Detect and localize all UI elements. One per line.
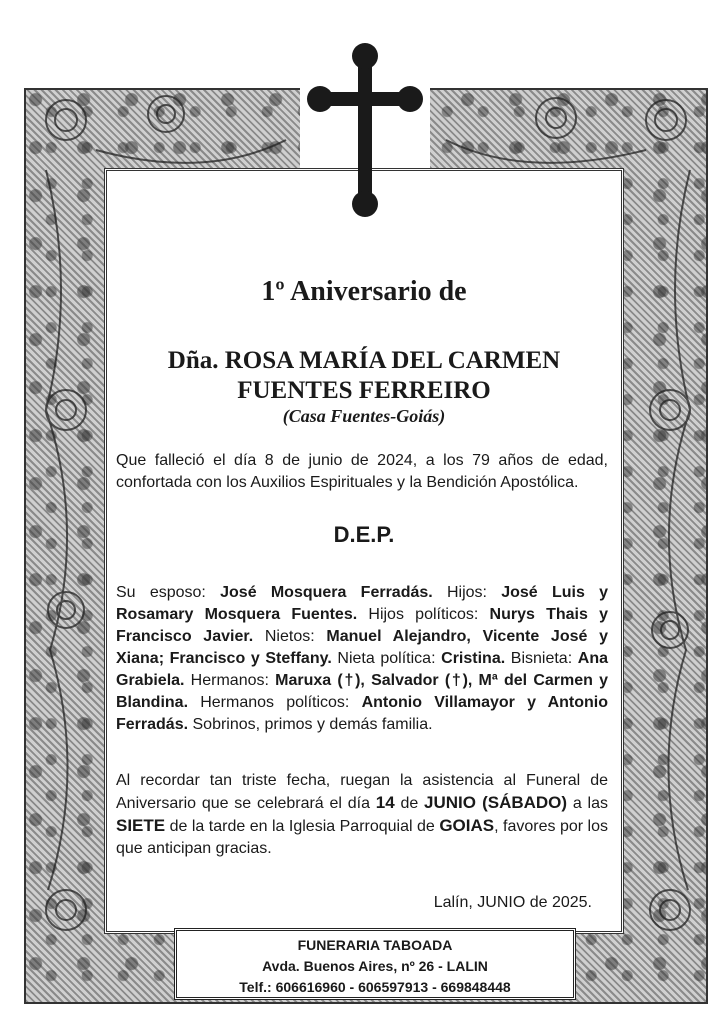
family-segment: Cristina. xyxy=(441,650,506,667)
page-title: 1º Aniversario de xyxy=(261,276,467,307)
request-text: Al recordar tan triste fecha, ruegan la asistencia al Funeral de Aniversario que se celebrará el día xyxy=(116,772,608,812)
family-segment: Hermanos: xyxy=(184,672,276,689)
deceased-name-line2: FUENTES FERREIRO xyxy=(237,377,491,404)
family-segment: Antonio Villamayor y Antonio Ferradás. xyxy=(116,694,609,733)
family-segment: Hijos: xyxy=(432,584,502,601)
request-hour: SIETE xyxy=(116,816,166,835)
family-segment: Maruxa (†), Salvador (†), Mª del Carmen y Blandina. xyxy=(116,672,609,711)
house-name: (Casa Fuentes-Goiás) xyxy=(282,406,446,426)
deceased-name-line1: Dña. ROSA MARÍA DEL CARMEN xyxy=(167,347,561,374)
family-segment: José Luis y Rosamary Mosquera Fuentes. xyxy=(116,584,608,623)
deceased-name xyxy=(110,346,618,406)
family-segment: Nietos: xyxy=(253,628,327,645)
family-segment: Manuel Alejandro, Vicente José y Xiana; Francisco y Steffany. xyxy=(116,628,609,667)
request-day: 14 xyxy=(375,793,395,812)
family-segment: José Mosquera Ferradás. xyxy=(220,584,433,601)
family-segment: Sobrinos, primos y demás familia. xyxy=(188,716,433,733)
family-segment: Bisnieta: xyxy=(505,650,578,667)
cross-icon xyxy=(306,42,424,217)
funeral-home-box xyxy=(174,928,576,1000)
funeral-home-phones: Telf.: 606616960 - 606597913 - 669848448 xyxy=(239,979,511,995)
family-list xyxy=(116,582,608,736)
funeral-home-name: FUNERARIA TABOADA xyxy=(297,937,453,953)
family-segment: Hijos políticos: xyxy=(357,606,490,623)
family-segment: Nurys Thais y Francisco Javier. xyxy=(116,606,609,645)
request-text: , favores por los que anticipan gracias. xyxy=(116,818,609,857)
death-notice: Que falleció el día 8 de junio de 2024, a los 79 años de edad, confortada con los Auxilios Espirituales y la Bendición Apostólica. xyxy=(116,452,608,491)
request-text: de la tarde en la Iglesia Parroquial de xyxy=(165,818,440,835)
request-text: a las xyxy=(567,795,608,812)
request-month: JUNIO (SÁBADO) xyxy=(424,793,568,812)
dep-heading: D.E.P. xyxy=(333,522,395,547)
funeral-home-address: Avda. Buenos Aires, nº 26 - LALIN xyxy=(262,958,488,974)
family-segment: Nieta política: xyxy=(331,650,442,667)
family-segment: Su esposo: xyxy=(116,584,221,601)
request-place: GOIAS xyxy=(439,816,495,835)
family-segment: Hermanos políticos: xyxy=(188,694,362,711)
place-date: Lalín, JUNIO de 2025. xyxy=(433,894,592,911)
family-segment: Ana Grabiela. xyxy=(116,650,609,689)
request-text: de xyxy=(394,795,425,812)
funeral-request xyxy=(116,770,608,860)
